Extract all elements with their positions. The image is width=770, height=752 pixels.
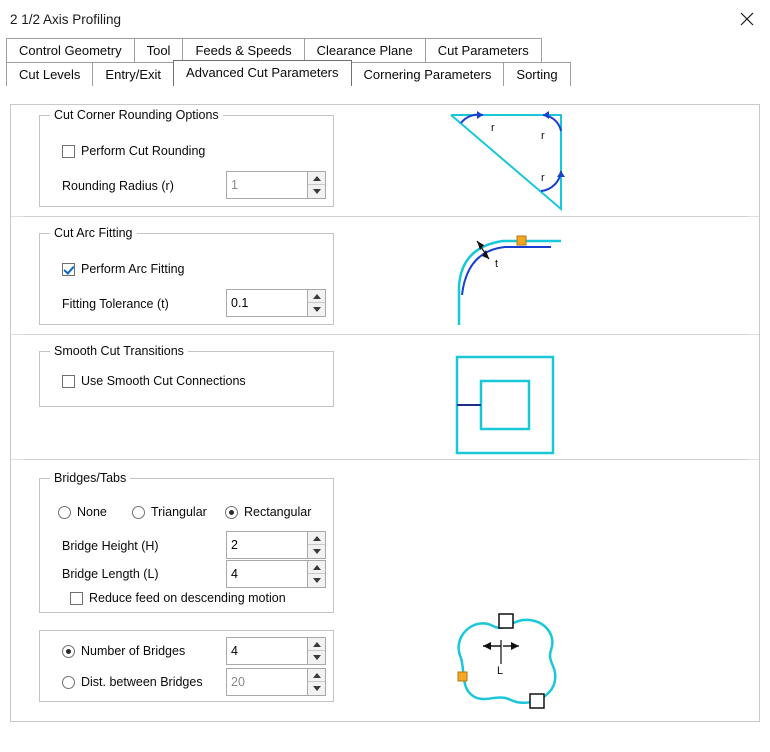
- arrow-up-icon: [313, 642, 321, 647]
- group-smooth-cut-transitions: [39, 344, 334, 407]
- close-icon: [740, 12, 754, 26]
- bridge-shape-none-label: None: [77, 505, 107, 519]
- perform-arc-fitting-checkbox[interactable]: [62, 262, 185, 276]
- perform-cut-rounding-checkbox[interactable]: [62, 144, 205, 158]
- arrow-up-icon: [313, 565, 321, 570]
- spin-down-button[interactable]: [308, 185, 325, 198]
- group-legend-bridges-tabs: Bridges/Tabs: [50, 471, 130, 485]
- tab-advanced-cut-parameters[interactable]: Advanced Cut Parameters: [173, 60, 351, 86]
- bridge-height-spinner[interactable]: [226, 531, 326, 559]
- tab-cut-parameters[interactable]: Cut Parameters: [425, 38, 542, 62]
- spin-up-button[interactable]: [308, 532, 325, 545]
- spin-down-button[interactable]: [308, 682, 325, 695]
- arrow-down-icon: [313, 686, 321, 691]
- bridge-shape-triangular-label: Triangular: [151, 505, 207, 519]
- svg-text:r: r: [491, 122, 495, 134]
- bridge-length-label: Bridge Length (L): [62, 567, 159, 581]
- arrow-down-icon: [313, 549, 321, 554]
- bridge-shape-none-radio[interactable]: [58, 505, 107, 519]
- tab-row-2: [6, 62, 764, 86]
- checkbox-box: [62, 263, 75, 276]
- number-of-bridges-label: Number of Bridges: [81, 644, 186, 658]
- tab-row-1: [6, 38, 764, 62]
- dist-between-bridges-spinner[interactable]: [226, 668, 326, 696]
- smooth-transitions-figure: [441, 351, 571, 455]
- arrow-down-icon: [313, 578, 321, 583]
- group-legend-smooth-cut-transitions: Smooth Cut Transitions: [50, 344, 188, 358]
- fitting-tolerance-spinner[interactable]: [226, 289, 326, 317]
- bridge-length-input[interactable]: [226, 560, 307, 588]
- section-cut-corner-rounding: [11, 105, 759, 217]
- bridge-height-input[interactable]: [226, 531, 307, 559]
- arrow-up-icon: [313, 673, 321, 678]
- close-button[interactable]: [724, 0, 770, 38]
- fitting-tolerance-spin-buttons[interactable]: [307, 289, 326, 317]
- checkbox-box: [70, 592, 83, 605]
- tab-feeds-speeds[interactable]: Feeds & Speeds: [182, 38, 304, 62]
- section-cut-arc-fitting: [11, 217, 759, 335]
- section-smooth-cut-transitions: [11, 335, 759, 460]
- arrow-down-icon: [313, 189, 321, 194]
- bridge-shape-rectangular-radio[interactable]: [225, 505, 311, 519]
- arc-fitting-figure: [431, 223, 591, 329]
- tab-control-geometry[interactable]: Control Geometry: [6, 38, 135, 62]
- arrow-down-icon: [313, 655, 321, 660]
- bridge-shape-rectangular-label: Rectangular: [244, 505, 312, 519]
- spin-down-button[interactable]: [308, 651, 325, 664]
- spin-up-button[interactable]: [308, 638, 325, 651]
- bridge-length-spin-buttons[interactable]: [307, 560, 326, 588]
- bridge-height-label: Bridge Height (H): [62, 539, 159, 553]
- dist-between-bridges-radio[interactable]: [62, 675, 203, 689]
- number-of-bridges-input[interactable]: [226, 637, 307, 665]
- tab-tool[interactable]: Tool: [134, 38, 184, 62]
- svg-text:L: L: [497, 665, 504, 677]
- title-bar: [0, 0, 770, 38]
- number-of-bridges-spinner[interactable]: [226, 637, 326, 665]
- fitting-tolerance-label: Fitting Tolerance (t): [62, 297, 169, 311]
- window-title: 2 1/2 Axis Profiling: [10, 11, 122, 27]
- group-legend-cut-corner-rounding: Cut Corner Rounding Options: [50, 108, 223, 122]
- dist-between-bridges-input[interactable]: [226, 668, 307, 696]
- group-cut-corner-rounding: [39, 108, 334, 207]
- svg-text:r: r: [541, 172, 545, 184]
- checkbox-box: [62, 145, 75, 158]
- tab-cut-levels[interactable]: Cut Levels: [6, 62, 93, 86]
- number-of-bridges-radio[interactable]: [62, 644, 185, 658]
- tab-strip: [0, 38, 770, 86]
- tab-cornering-parameters[interactable]: Cornering Parameters: [351, 62, 505, 86]
- radio-circle: [62, 676, 75, 689]
- spin-down-button[interactable]: [308, 545, 325, 558]
- arrow-down-icon: [313, 307, 321, 312]
- spin-up-button[interactable]: [308, 172, 325, 185]
- rounding-radius-input[interactable]: [226, 171, 307, 199]
- group-legend-cut-arc-fitting: Cut Arc Fitting: [50, 226, 137, 240]
- radio-circle: [132, 506, 145, 519]
- spin-down-button[interactable]: [308, 574, 325, 587]
- perform-cut-rounding-label: Perform Cut Rounding: [81, 144, 206, 158]
- rounding-radius-spinner[interactable]: [226, 171, 326, 199]
- svg-text:r: r: [541, 130, 545, 142]
- advanced-cut-parameters-panel: [10, 104, 760, 722]
- number-of-bridges-spin-buttons[interactable]: [307, 637, 326, 665]
- reduce-feed-label: Reduce feed on descending motion: [89, 591, 286, 605]
- bridge-height-spin-buttons[interactable]: [307, 531, 326, 559]
- radio-circle: [225, 506, 238, 519]
- arrow-up-icon: [313, 536, 321, 541]
- rounding-radius-spin-buttons[interactable]: [307, 171, 326, 199]
- fitting-tolerance-input[interactable]: [226, 289, 307, 317]
- svg-text:t: t: [495, 258, 499, 270]
- bridges-tabs-figure: [431, 610, 601, 720]
- section-bridges-tabs: [11, 460, 759, 722]
- use-smooth-cut-connections-checkbox[interactable]: [62, 374, 246, 388]
- bridge-shape-triangular-radio[interactable]: [132, 505, 207, 519]
- dist-between-bridges-spin-buttons[interactable]: [307, 668, 326, 696]
- arrow-up-icon: [313, 294, 321, 299]
- radio-circle: [58, 506, 71, 519]
- corner-rounding-figure: [431, 109, 591, 217]
- tab-entry-exit[interactable]: Entry/Exit: [92, 62, 174, 86]
- perform-arc-fitting-label: Perform Arc Fitting: [81, 262, 185, 276]
- spin-up-button[interactable]: [308, 561, 325, 574]
- arrow-up-icon: [313, 176, 321, 181]
- group-bridge-count: [39, 630, 334, 702]
- spin-down-button[interactable]: [308, 303, 325, 316]
- bridge-length-spinner[interactable]: [226, 560, 326, 588]
- dist-between-bridges-label: Dist. between Bridges: [81, 675, 203, 689]
- radio-circle: [62, 645, 75, 658]
- spin-up-button[interactable]: [308, 290, 325, 303]
- tab-sorting[interactable]: Sorting: [503, 62, 570, 86]
- spin-up-button[interactable]: [308, 669, 325, 682]
- rounding-radius-label: Rounding Radius (r): [62, 179, 174, 193]
- reduce-feed-checkbox[interactable]: [70, 591, 286, 605]
- group-bridges-tabs: [39, 471, 334, 613]
- group-cut-arc-fitting: [39, 226, 334, 325]
- use-smooth-cut-connections-label: Use Smooth Cut Connections: [81, 374, 246, 388]
- tab-clearance-plane[interactable]: Clearance Plane: [304, 38, 426, 62]
- checkbox-box: [62, 375, 75, 388]
